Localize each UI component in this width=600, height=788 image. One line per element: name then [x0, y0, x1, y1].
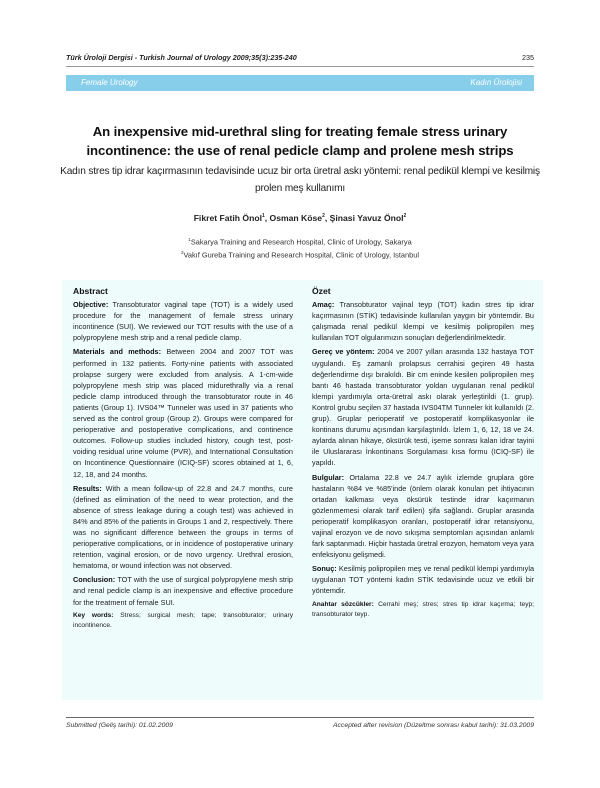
keywords-label: Anahtar sözcükler: — [312, 600, 374, 608]
author-affil-mark: 1 — [261, 213, 265, 220]
submitted-date: Submitted (Geliş tarihi): 01.02.2009 — [66, 722, 173, 729]
author-affil-mark: 2 — [322, 213, 325, 220]
abstract-turkish — [312, 286, 534, 623]
section-label-tr: Kadın Ürolojisi — [470, 78, 522, 87]
keywords-text: Stress; surgical mesh; tape; transobturator; urinary incontinence. — [73, 611, 293, 629]
journal-citation: Türk Üroloji Dergisi - Turkish Journal of Urology 2009;35(3):235-240 — [66, 53, 297, 62]
ozet-sonuc — [312, 563, 534, 596]
page-number: 235 — [522, 53, 534, 62]
affiliation — [60, 250, 540, 259]
section-label: Gereç ve yöntem: — [312, 347, 375, 357]
section-text: With a mean follow-up of 22.8 and 24.7 months, cure (defined as elimination of the need to wear protection, and the absence of stress leakage during a cough test) was achieved in 84% and 85% of the patients in Groups 1 and 2, respectively. There was no significant difference between the groups in terms of perioperative complications, or in incidence of postoperative urinary retention, vaginal erosion, or de novo urgency. Urethral erosion, hematoma, or wound infection was not observed. — [73, 483, 293, 571]
author-name: Osman Köse — [269, 213, 323, 223]
running-header — [66, 51, 534, 65]
abstract-methods — [73, 346, 293, 479]
section-text: TOT with the use of surgical polypropylene mesh strip and renal pedicle clamp is an inexpensive and effective procedure for the treatment of female SUI. — [73, 575, 293, 607]
section-label: Bulgular: — [312, 472, 345, 482]
section-label: Results: — [73, 483, 102, 493]
section-text: Kesilmiş polipropilen meş ve renal pedikül klempi yardımıyla uygulanan TOT yöntemi kadın STİK tedavisinde ucuz ve etkili bir yöntemdir. — [312, 564, 534, 596]
section-text: Between 2004 and 2007 TOT was performed in 132 patients. Forty-nine patients with associated prolapse surgery were excluded from analysis. A 1-cm-wide polypropylene mesh strip was placed midurethrally via a renal pedicle clamp introduced through the transobturator route in 46 patients (Group 1). IVS04™ Tunneler was used in 37 patients who served as the control group (Group 2). Groups were compared for perioperative and postoperative complications, and continence outcomes. Follow-up studies included history, cough test, post-voiding residual urine volume (PVR), and International Consultation on Incontinence Questionnaire (ICIQ-SF) scores obtained at 1, 6, 12, 18, and 24 months. — [73, 347, 293, 479]
section-label: Sonuç: — [312, 564, 337, 574]
section-text: Transobturator vaginal tape (TOT) is a widely used procedure for the management of female stress urinary incontinence (SUI). We reviewed our TOT results with the use of a polypropylene mesh strip and a renal pedicle clamp. — [73, 300, 293, 343]
section-label: Materials and methods: — [73, 347, 162, 357]
abstract-conclusion — [73, 574, 293, 607]
section-text: Transobturator vajinal teyp (TOT) kadın stres tip idrar kaçırmasının (STİK) tedavisinde kullanılan yaygın bir yöntemdir. Bu çalışmada renal pedikül klempi ve kesilmiş polipropilen meş kullanılan TOT olgularımızın sonuçları değerlendirilmektedir. — [312, 300, 534, 343]
footer-divider — [66, 717, 534, 718]
affil-text: Sakarya Training and Research Hospital, Clinic of Urology, Sakarya — [190, 237, 412, 247]
keywords-text: Cerrahi meş; stres; stres tip idrar kaçırma; teyp; transobturator teyp. — [312, 600, 534, 618]
keywords-label: Key words: — [73, 611, 114, 619]
affiliation — [60, 237, 540, 246]
abstract-english — [73, 286, 293, 634]
accepted-date: Accepted after revision (Düzeltme sonrası kabul tarihi): 31.03.2009 — [333, 722, 534, 729]
section-band — [66, 75, 534, 91]
author-name: Fikret Fatih Önol — [193, 213, 262, 223]
author-name: Şinasi Yavuz Önol — [329, 213, 404, 223]
section-label: Conclusion: — [73, 575, 116, 585]
affil-mark: 2 — [180, 250, 184, 255]
abstract-objective — [73, 299, 293, 343]
abstract-results — [73, 483, 293, 572]
affil-text: Vakıf Gureba Training and Research Hospital, Clinic of Urology, Istanbul — [183, 250, 420, 260]
article-subtitle-tr: Kadın stres tip idrar kaçırmasının tedavisinde ucuz bir orta üretral askı yöntemi: renal pedikül klempi ve kesilmiş prolen meş kullanımı — [60, 166, 540, 194]
affil-mark: 1 — [188, 237, 191, 242]
ozet-gerec — [312, 346, 534, 468]
ozet-amac — [312, 299, 534, 343]
author-list: Fikret Fatih Önol$^1$, Osman Köse$^2$, Şinasi Yavuz Önol$^2$ — [193, 213, 407, 223]
keywords — [73, 611, 293, 631]
section-label: Objective: — [73, 300, 109, 310]
section-text: Ortalama 22.8 ve 24.7 aylık izlemde gruplara göre hastaların %84 ve %85'inde (önlem olarak konulan pet ihtiyacının ortadan kalkması veya öksürük testinde idrar kaçırmanın gözlenmemesi olarak tarif edilen) şifa sağlandı. Gruplar arasında perioperatif komplikasyon oranları, postoperatif idrar retansiyonu, vajinal erozyon ve de novo sıkışma semptomları açısından anlamlı fark saptanmadı. Hiçbir hastada üretral erozyon, hematom veya yara enfeksiyonu gelişmedi. — [312, 472, 534, 560]
author-affil-mark: 2 — [403, 213, 407, 220]
section-label-en: Female Urology — [81, 78, 138, 87]
abstract-heading: Abstract — [73, 286, 108, 296]
anahtar-sozcukler — [312, 600, 534, 620]
section-text: 2004 ve 2007 yılları arasında 132 hastaya TOT uygulandı. Eş zamanlı prolapsus cerrahisi geçiren 49 hasta değerlendirme dışı bırakıldı. Bir cm eninde kesilen polipropilen meş bantı 46 hastada transobturator yoldan uygulanan renal pedikül klempi yardımıyla orta-üretral askı olarak yerleştirildi (1. grup). Kontrol grubu seçilen 37 hastada IVS04TM Tunneler kit kullanıldı (2. grup). Gruplar perioperatif ve postoperatif komplikasyonlar ile kontinans durumu açısından karşılaştırıldı. İzlem 1, 6, 12, 18 ve 24. aylarda alınan hikaye, öksürük testi, işeme sonrası kalan idrar tayini ile Uluslararası İnkontinans Sorgulaması kısa formu (ICIQ-SF) ile yapıldı. — [312, 347, 534, 468]
ozet-bulgular — [312, 472, 534, 561]
article-title: An inexpensive mid-urethral sling for treating female stress urinary incontinence: the use of renal pedicle clamp and prolene mesh strips — [86, 124, 514, 158]
ozet-heading: Özet — [312, 286, 331, 296]
header-divider — [66, 66, 534, 67]
section-label: Amaç: — [312, 300, 335, 310]
